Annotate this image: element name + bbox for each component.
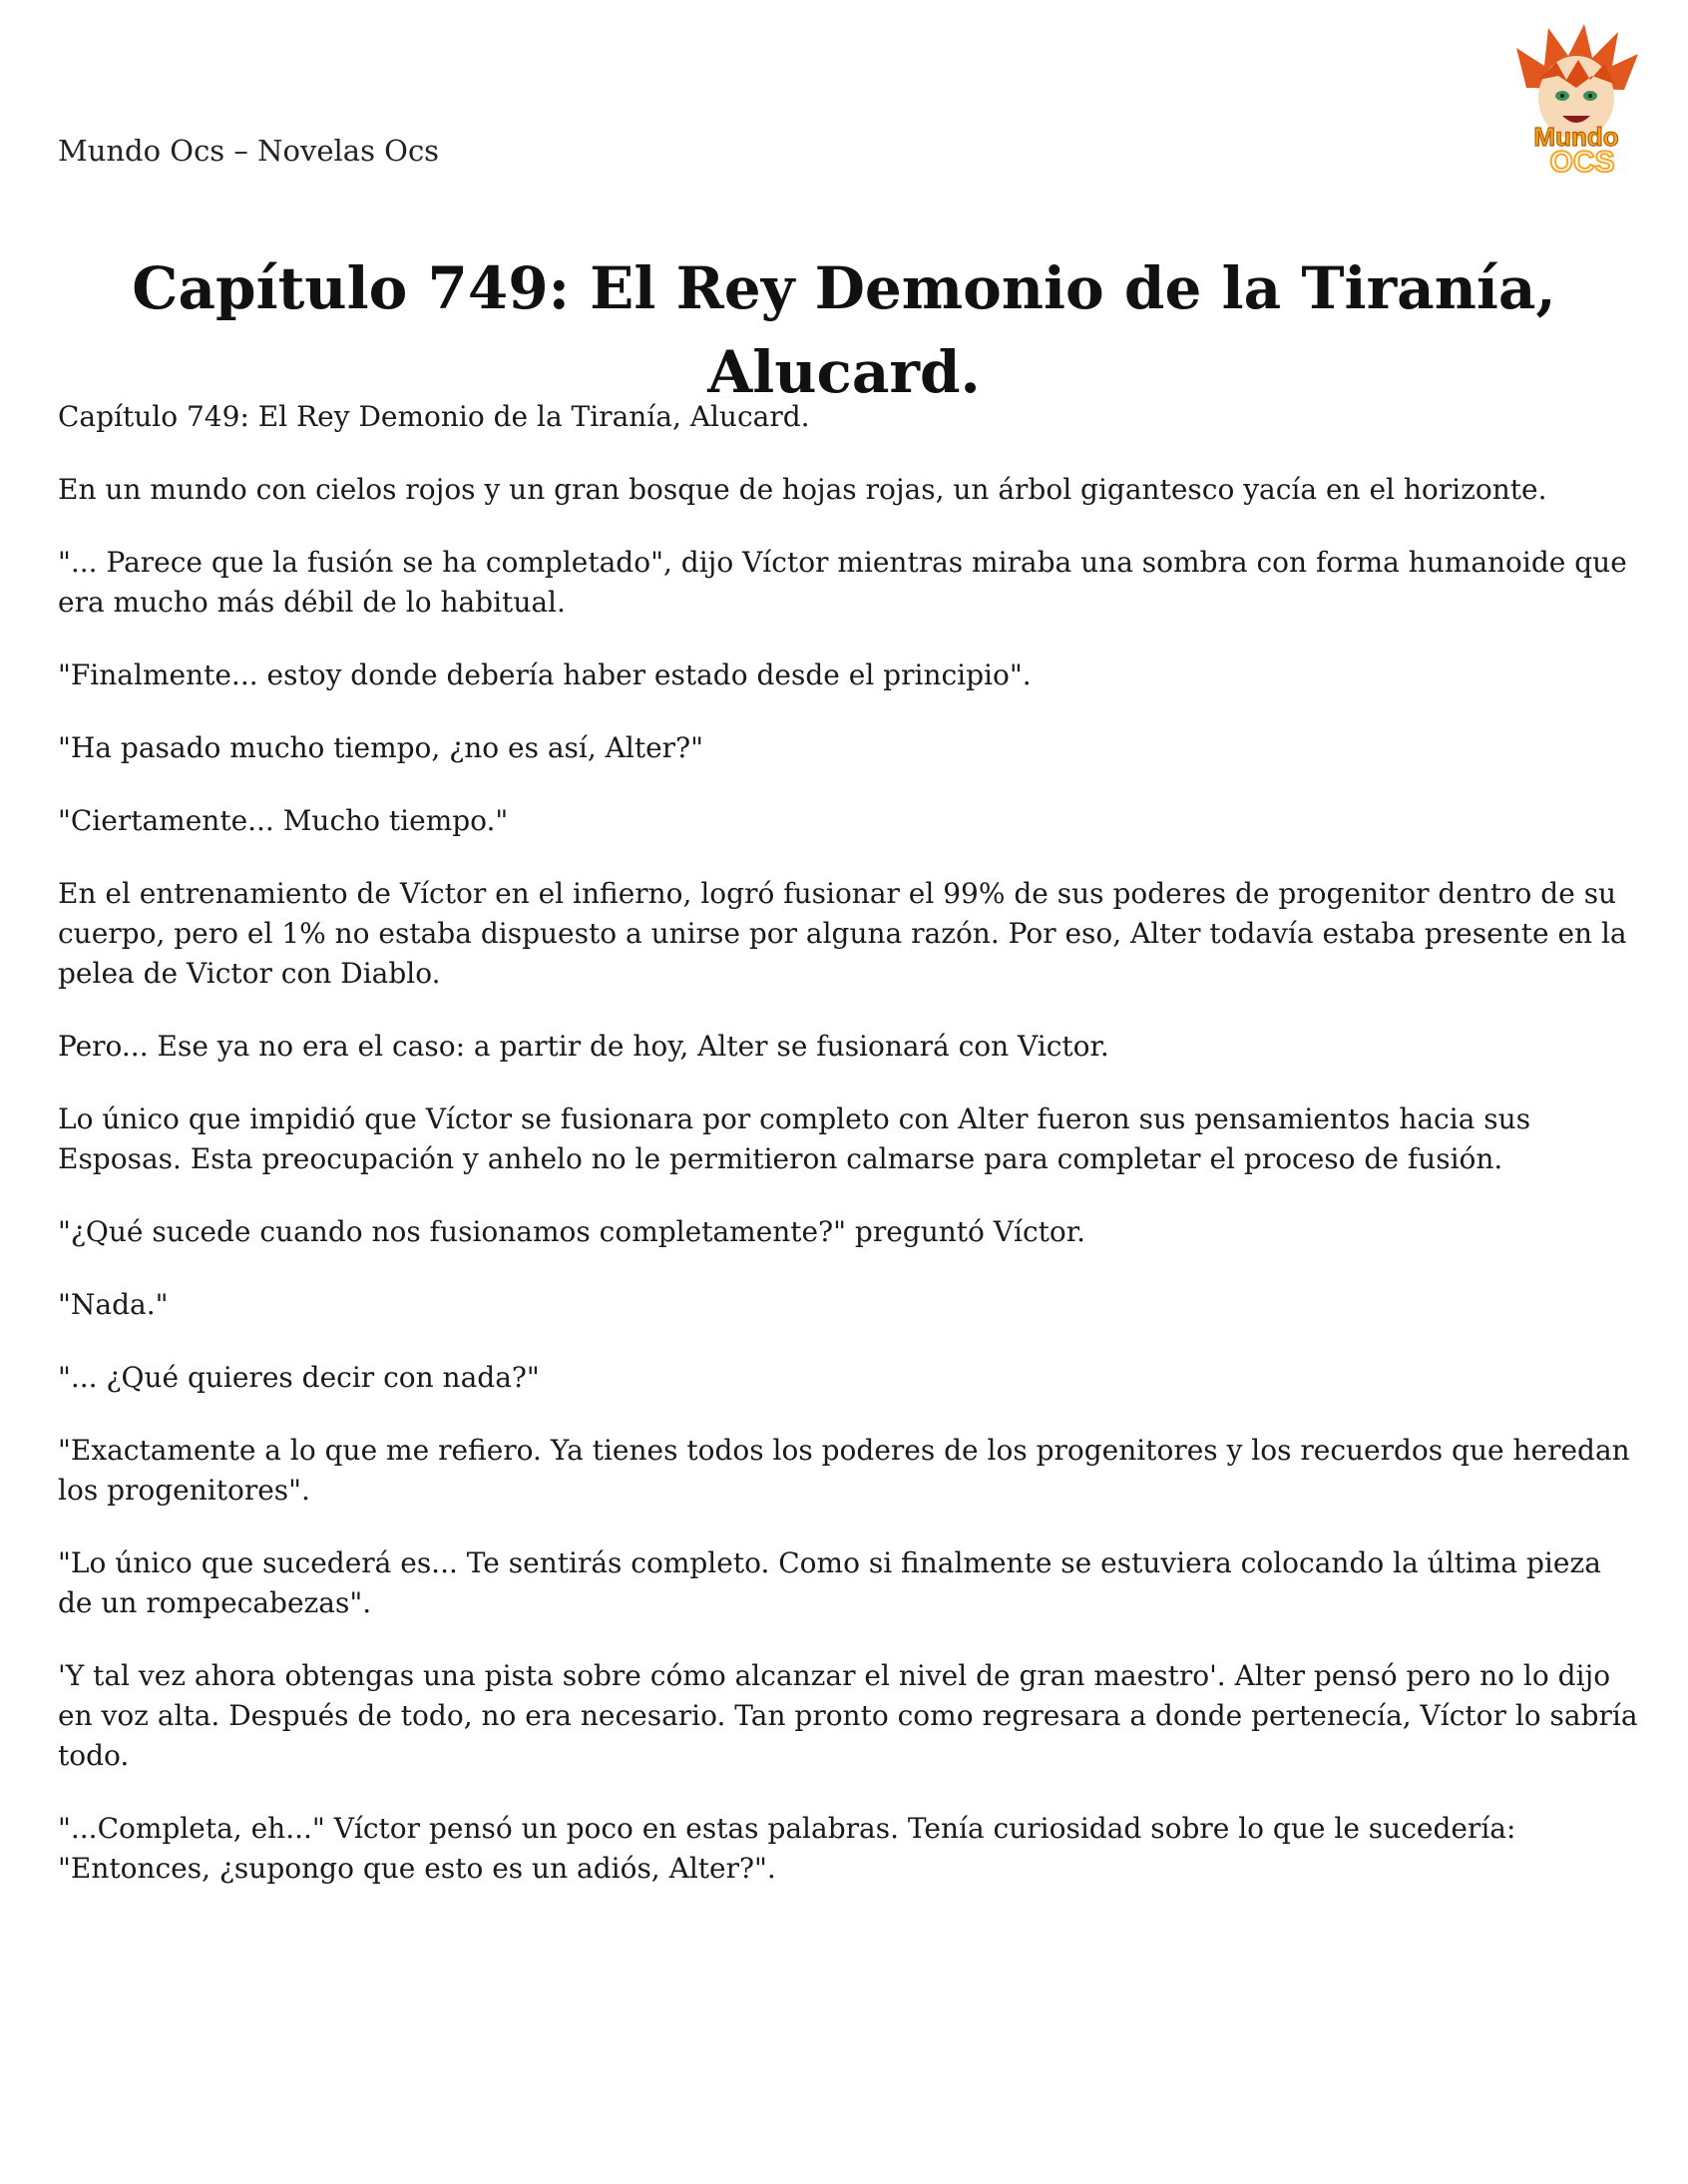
paragraph: Lo único que impidió que Víctor se fusionara por completo con Alter fueron sus pensamientos hacia sus Esposas. Esta preocupación y anhelo no le permitieron calmarse para completar el proceso de fusión.	[58, 1102, 1531, 1175]
paragraph: "Exactamente a lo que me refiero. Ya tienes todos los poderes de los progenitores y los recuerdos que heredan los progenitores".	[58, 1434, 1630, 1507]
site-header-text: Mundo Ocs – Novelas Ocs	[58, 134, 440, 168]
paragraph: Capítulo 749: El Rey Demonio de la Tiranía, Alucard.	[58, 400, 810, 433]
paragraph: "Finalmente... estoy donde debería haber estado desde el principio".	[58, 658, 1032, 691]
svg-text:Mundo: Mundo	[1533, 122, 1619, 152]
svg-text:OCS: OCS	[1549, 146, 1615, 178]
paragraph: "Nada."	[58, 1288, 169, 1321]
paragraph: "... Parece que la fusión se ha completado", dijo Víctor mientras miraba una sombra con forma humanoide que era mucho más débil de lo habitual.	[58, 546, 1627, 619]
paragraph: "...Completa, eh..." Víctor pensó un poco en estas palabras. Tenía curiosidad sobre lo que le sucedería: "Entonces, ¿supongo que esto es un adiós, Alter?".	[58, 1812, 1516, 1885]
paragraph: 'Y tal vez ahora obtengas una pista sobre cómo alcanzar el nivel de gran maestro'. Alter pensó pero no lo dijo en voz alta. Después de todo, no era necesario. Tan pronto como regresara a donde pertenecía, Víctor lo sabría todo.	[58, 1659, 1638, 1772]
paragraph: "Ciertamente... Mucho tiempo."	[58, 804, 509, 837]
paragraph: "... ¿Qué quieres decir con nada?"	[58, 1361, 540, 1394]
paragraph: En un mundo con cielos rojos y un gran bosque de hojas rojas, un árbol gigantesco yacía en el horizonte.	[58, 473, 1547, 506]
paragraph: Pero... Ese ya no era el caso: a partir de hoy, Alter se fusionará con Victor.	[58, 1030, 1109, 1063]
logo-wordmark	[1533, 122, 1618, 178]
paragraph: "Ha pasado mucho tiempo, ¿no es así, Alter?"	[58, 731, 703, 764]
paragraph: "Lo único que sucederá es... Te sentirás completo. Como si finalmente se estuviera colocando la última pieza de un rompecabezas".	[58, 1546, 1601, 1619]
paragraph: "¿Qué sucede cuando nos fusionamos completamente?" preguntó Víctor.	[58, 1215, 1085, 1248]
paragraph: En el entrenamiento de Víctor en el infierno, logró fusionar el 99% de sus poderes de progenitor dentro de su cuerpo, pero el 1% no estaba dispuesto a unirse por alguna razón. Por eso, Alter todavía estaba presente en la pelea de Victor con Diablo.	[58, 877, 1627, 990]
logo-mascot-icon	[1496, 18, 1656, 178]
chapter-body	[58, 397, 1644, 1922]
mundo-ocs-logo	[1496, 18, 1656, 178]
chapter-title: Capítulo 749: El Rey Demonio de la Tiranía, Alucard.	[132, 253, 1556, 406]
